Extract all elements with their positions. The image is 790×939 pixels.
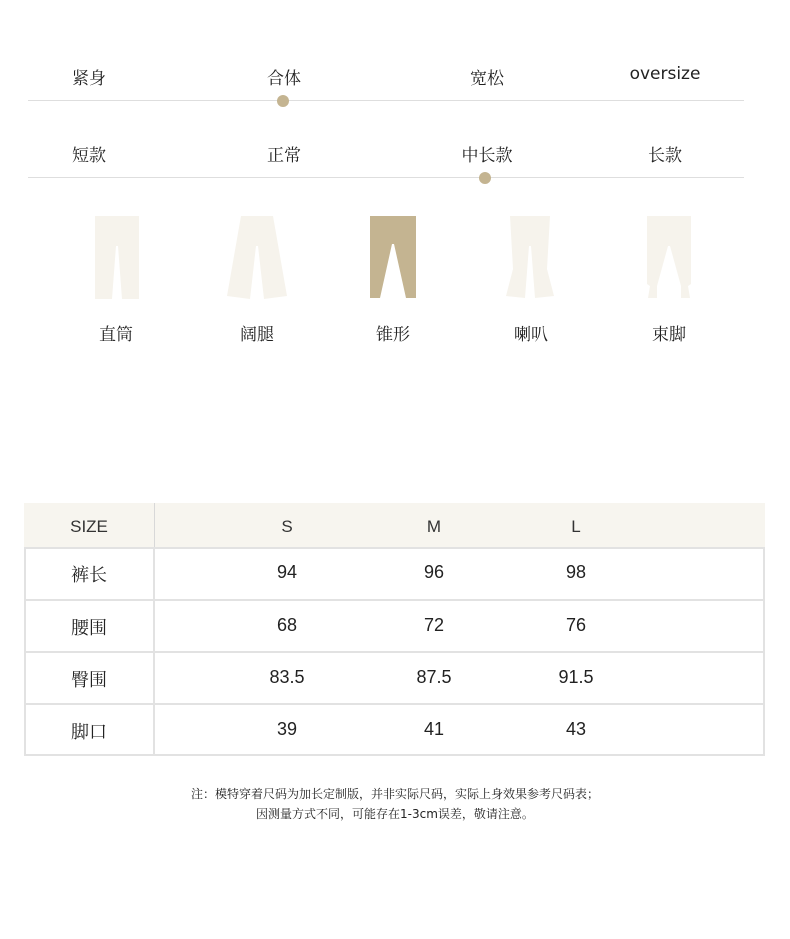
row-hem-value: 43 [565,719,587,739]
row-hip-value: 87.5 [416,667,452,687]
fit-label-oversize: oversize [629,64,701,84]
row-length-label: 裤长 [71,565,107,586]
note-line-2: 因测量方式不同，可能存在1-3cm误差，敬请注意。 [256,807,534,821]
row-length-value: 98 [565,562,587,582]
row-hip-value: 91.5 [558,667,594,687]
fit-label-tight: 紧身 [72,69,106,89]
header-s: S [281,517,293,536]
row-divider [24,599,765,601]
header-l: L [571,517,581,536]
header-size: SIZE [70,517,108,536]
length-label-normal: 正常 [267,146,301,166]
style-label-flared: 喇叭 [514,325,548,345]
row-hem-value: 41 [423,719,445,739]
fit-scale-line [28,100,744,101]
wide-leg-pants-icon [227,214,287,304]
fit-indicator-dot [277,95,289,107]
flared-pants-icon [500,214,560,304]
fit-label-loose: 宽松 [470,69,504,89]
note-line-1: 注：模特穿着尺码为加长定制版，并非实际尺码，实际上身效果参考尺码表； [190,787,599,801]
row-waist-label: 腰围 [71,618,107,639]
header-divider [154,503,155,547]
length-label-midlong: 中长款 [461,146,513,166]
style-label-tapered: 锥形 [376,325,410,345]
length-indicator-dot [479,172,491,184]
length-label-short: 短款 [72,146,106,166]
row-waist-value: 72 [423,615,445,635]
tapered-pants-icon [363,214,423,304]
style-label-jogger: 束脚 [652,325,686,345]
row-hip-value: 83.5 [269,667,305,687]
row-divider [24,703,765,705]
row-length-value: 94 [276,562,298,582]
style-label-wide: 阔腿 [240,325,274,345]
row-hip-label: 臀围 [71,670,107,691]
row-hem-label: 脚口 [71,722,107,743]
row-waist-value: 76 [565,615,587,635]
jogger-pants-icon [639,214,699,304]
style-label-straight: 直筒 [99,325,133,345]
row-divider [24,651,765,653]
straight-pants-icon [87,214,147,304]
row-hem-value: 39 [276,719,298,739]
table-header-bg [24,503,765,547]
row-length-value: 96 [423,562,445,582]
length-label-long: 长款 [648,146,682,166]
length-scale-line [28,177,744,178]
fit-label-regular: 合体 [267,69,301,89]
row-waist-value: 68 [276,615,298,635]
header-m: M [426,517,442,536]
